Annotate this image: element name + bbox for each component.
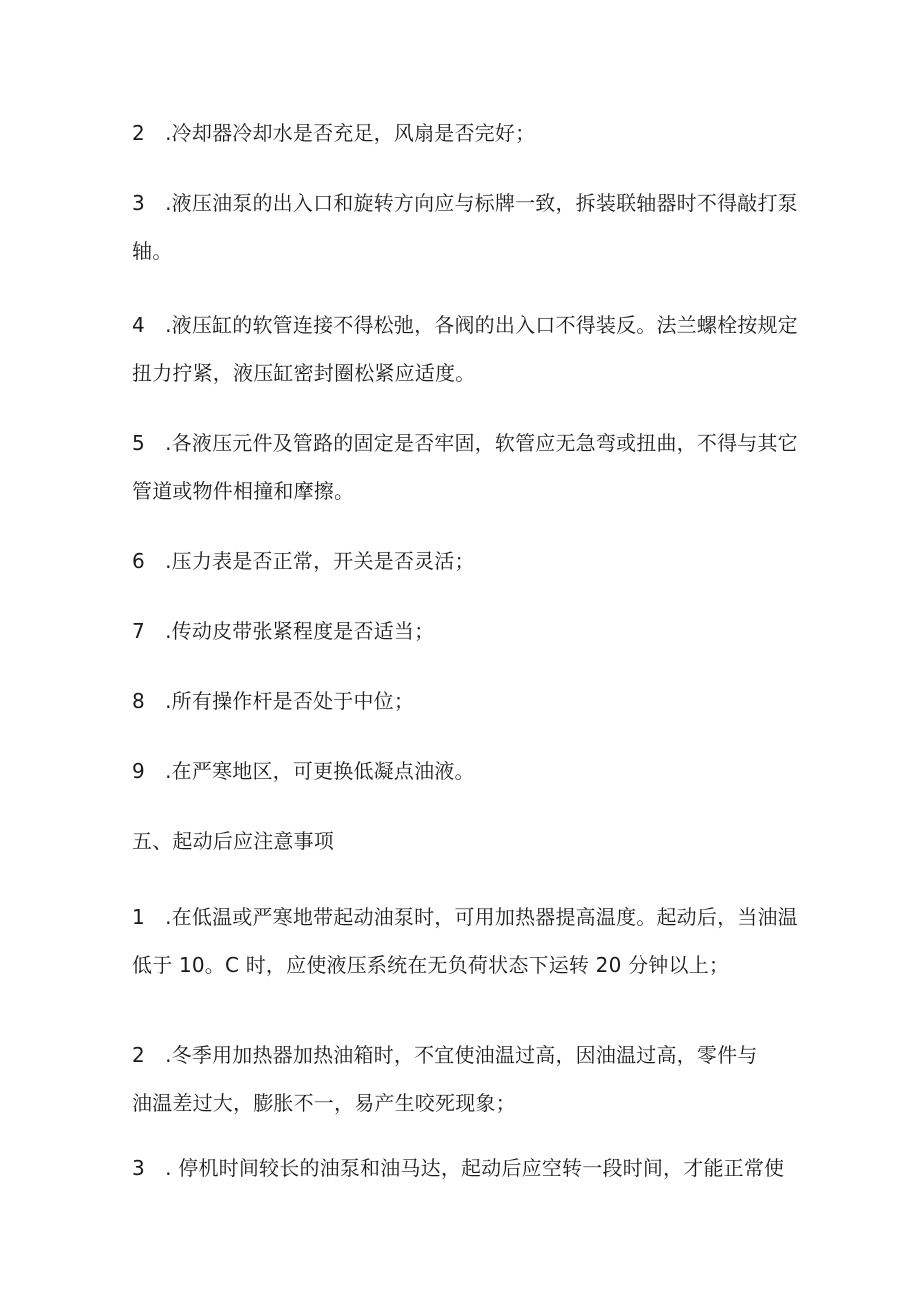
paragraph-item-4-cylinder bbox=[132, 301, 798, 397]
paragraph-line: 轴。 bbox=[132, 239, 173, 263]
paragraph-item-3-pump bbox=[132, 179, 798, 275]
paragraph-line: 扭力拧紧，液压缸密封圈松紧应适度。 bbox=[132, 361, 476, 385]
paragraph-line: 油温差过大，膨胀不一，易产生咬死现象； bbox=[132, 1091, 516, 1115]
paragraph-item-3-idle bbox=[132, 1144, 792, 1192]
paragraph-item-1-low-temp bbox=[132, 893, 798, 989]
paragraph-line: 5 .各液压元件及管路的固定是否牢固，软管应无急弯或扭曲，不得与其它 bbox=[132, 431, 798, 455]
paragraph-line: 3 .液压油泵的出入口和旋转方向应与标牌一致，拆装联轴器时不得敲打泵 bbox=[132, 191, 798, 215]
paragraph-line: 低于 10。C 时，应使液压系统在无负荷状态下运转 20 分钟以上； bbox=[132, 953, 730, 977]
paragraph-line: 2 .冷却器冷却水是否充足，风扇是否完好； bbox=[132, 121, 536, 145]
paragraph-line: 7 .传动皮带张紧程度是否适当； bbox=[132, 619, 435, 643]
paragraph-item-2-cooler bbox=[132, 109, 792, 157]
paragraph-item-5-fixing bbox=[132, 419, 798, 515]
section-heading-text: 五、起动后应注意事项 bbox=[132, 829, 334, 853]
section-heading bbox=[132, 817, 792, 865]
paragraph-line: 6 .压力表是否正常，开关是否灵活； bbox=[132, 549, 475, 573]
paragraph-item-7-belt bbox=[132, 607, 792, 655]
paragraph-line: 2 .冬季用加热器加热油箱时，不宜使油温过高，因油温过高，零件与 bbox=[132, 1043, 758, 1067]
paragraph-line: 9 .在严寒地区，可更换低凝点油液。 bbox=[132, 759, 475, 783]
paragraph-line: 1 .在低温或严寒地带起动油泵时，可用加热器提高温度。起动后，当油温 bbox=[132, 905, 798, 929]
paragraph-line: 8 .所有操作杆是否处于中位； bbox=[132, 689, 415, 713]
paragraph-item-8-levers bbox=[132, 677, 792, 725]
paragraph-item-2-winter bbox=[132, 1031, 792, 1127]
paragraph-line: 管道或物件相撞和摩擦。 bbox=[132, 479, 355, 503]
paragraph-line: 4 .液压缸的软管连接不得松弛，各阀的出入口不得装反。法兰螺栓按规定 bbox=[132, 313, 798, 337]
paragraph-item-6-gauge bbox=[132, 537, 792, 585]
paragraph-item-9-oil bbox=[132, 747, 792, 795]
paragraph-line: 3 . 停机时间较长的油泵和油马达，起动后应空转一段时间，才能正常使 bbox=[132, 1156, 785, 1180]
